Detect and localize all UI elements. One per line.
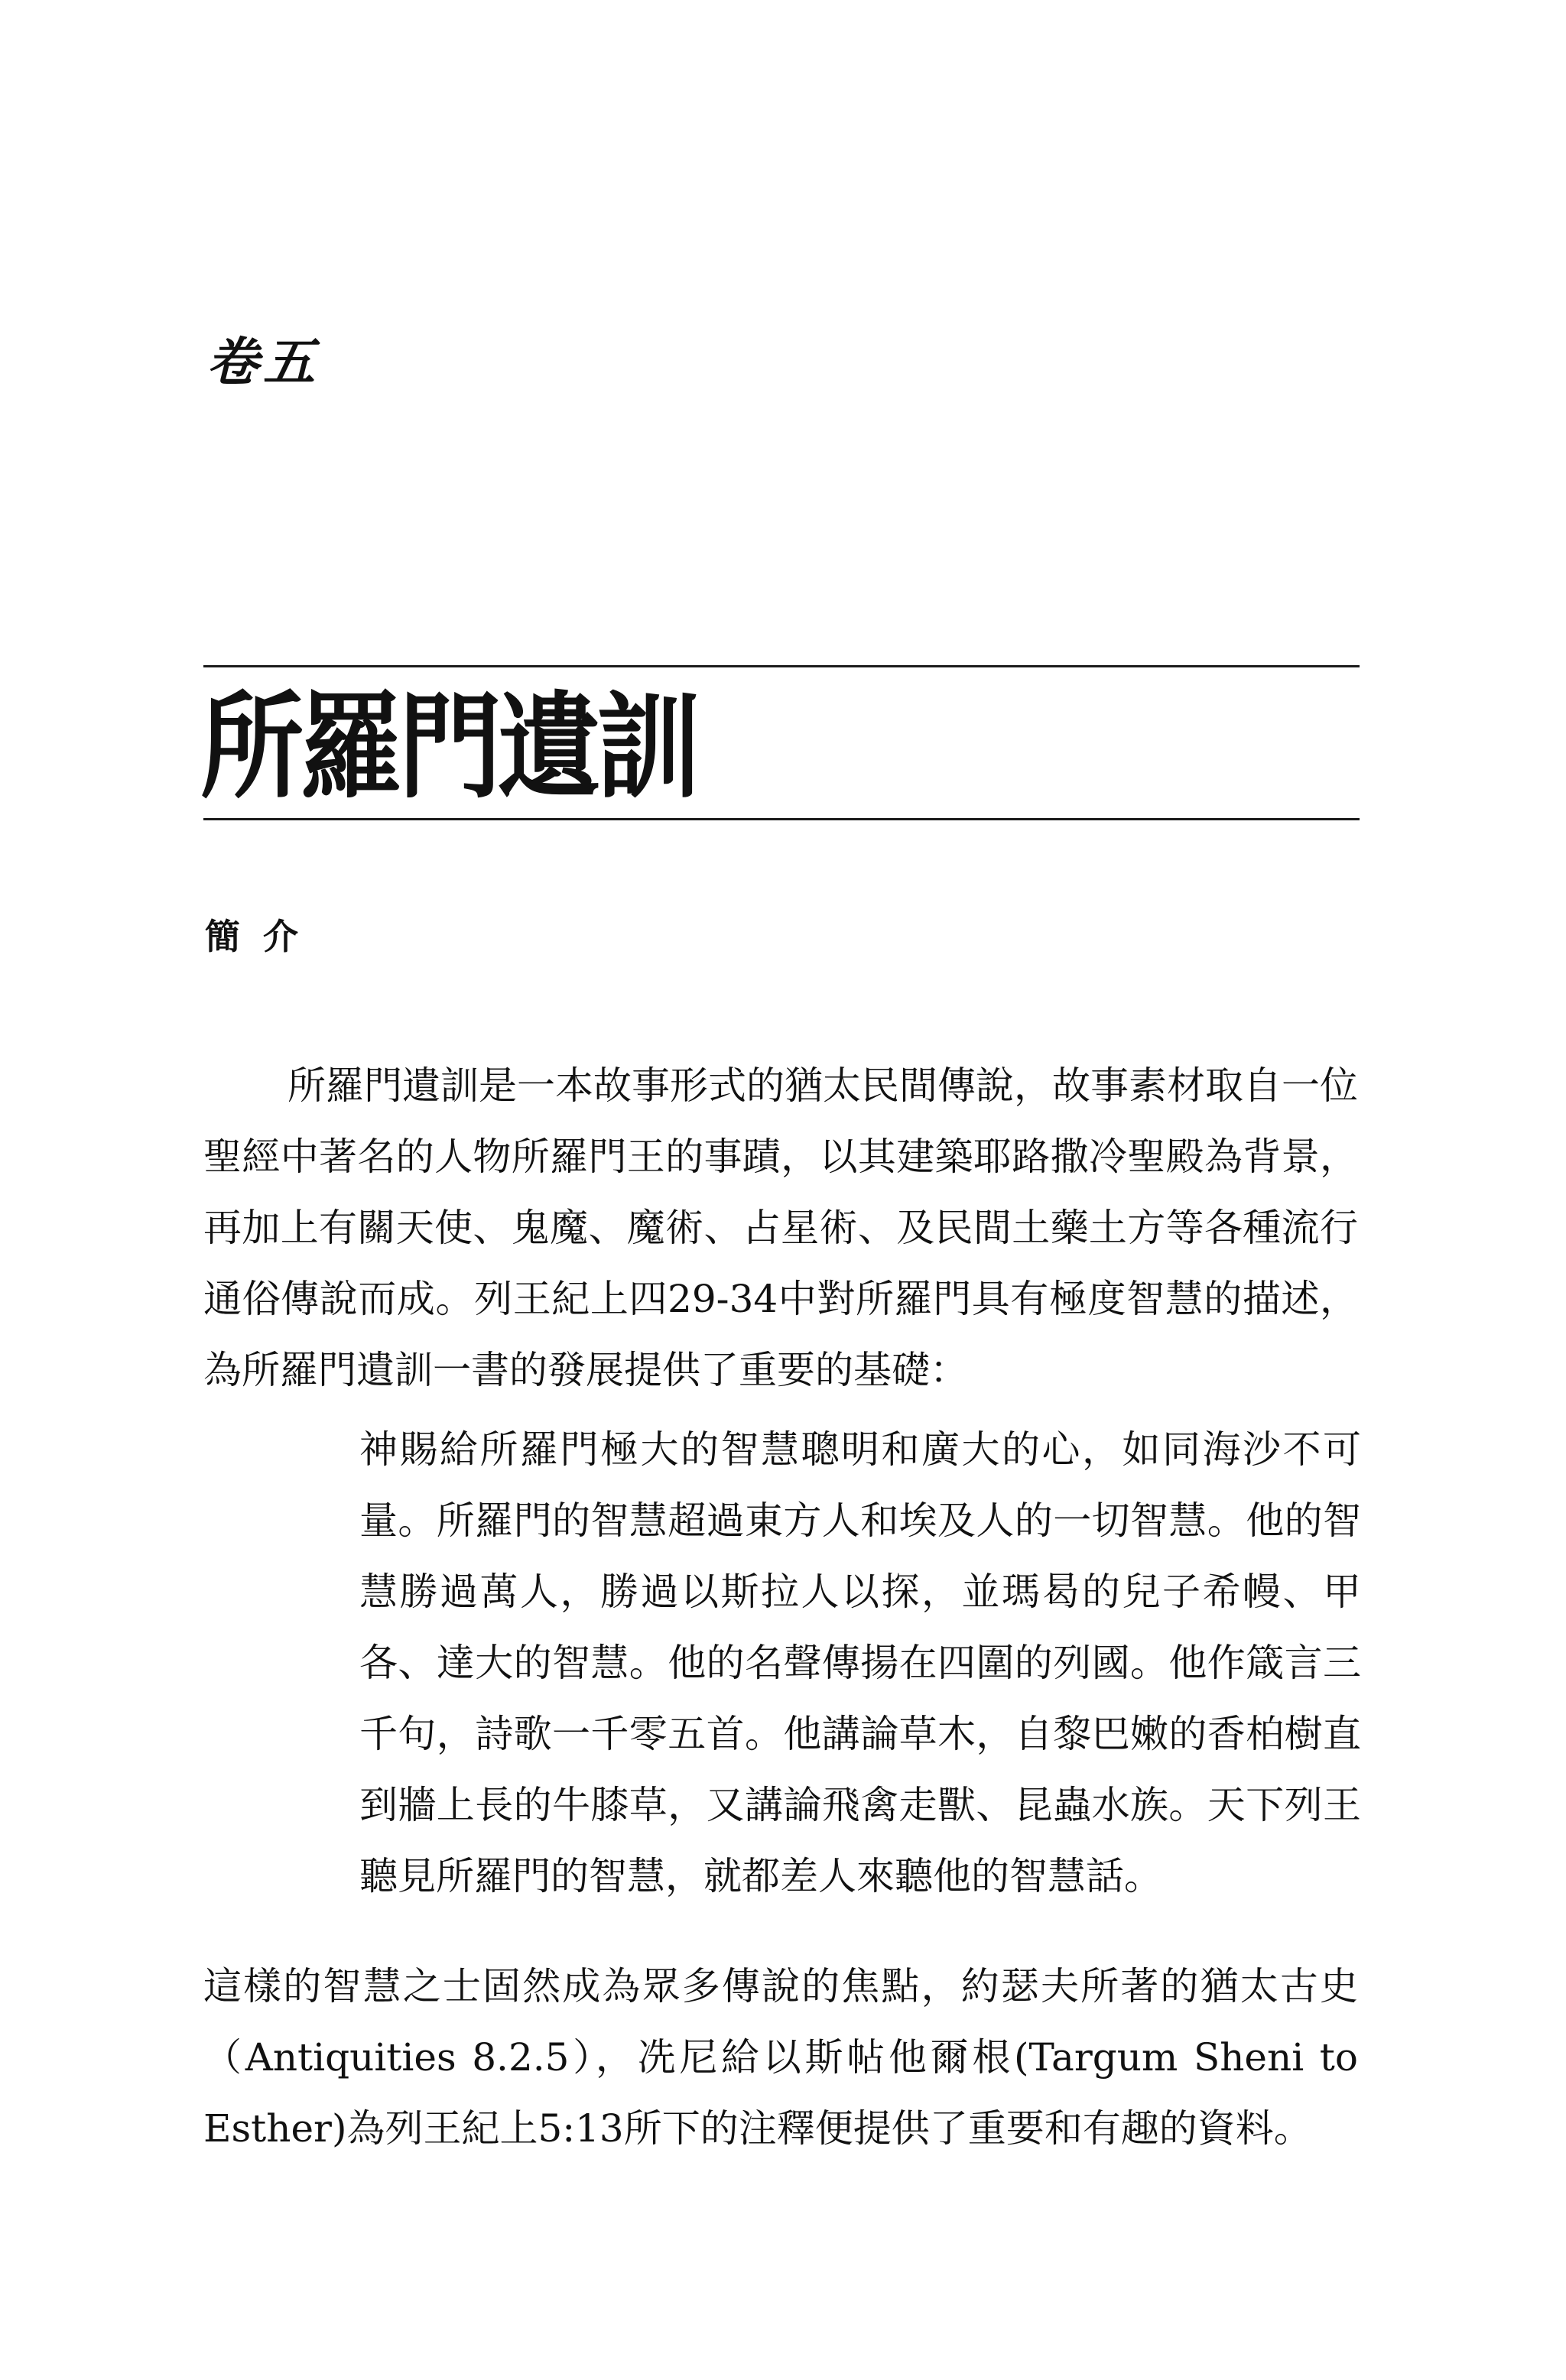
volume-label: 卷五 [206,332,320,393]
body-paragraph: 所羅門遺訓是一本故事形式的猶太民間傳說，故事素材取自一位聖經中著名的人物所羅門王的事蹟，以其建築耶路撒冷聖殿為背景，再加上有關天使、鬼魔、魔術、占星術、及民間土藥土方等各種流行通俗傳說而成。列王紀上四29-34中對所羅門具有極度智慧的描述，為所羅門遺訓一書的發展提供了重要的基礎： [203,1063,1358,1392]
title-rule-top [203,665,1360,667]
book-title: 所羅門遺訓 [200,681,697,814]
body-paragraph: 這樣的智慧之士固然成為眾多傳說的焦點，約瑟夫所著的猶太古史（Antiquities 8.2.5），冼尼給以斯帖他爾根(Targum Sheni to Esther)為列王紀上5:13所下的注釋便提供了重要和有趣的資料。 [203,1964,1358,2151]
block-quote: 神賜給所羅門極大的智慧聰明和廣大的心，如同海沙不可量。所羅門的智慧超過東方人和埃及人的一切智慧。他的智慧勝過萬人，勝過以斯拉人以探，並瑪曷的兒子希幔、甲各、達大的智慧。他的名聲傳揚在四圍的列國。他作箴言三千句，詩歌一千零五首。他講論草木，自黎巴嫩的香柏樹直到牆上長的牛膝草，又講論飛禽走獸、昆蟲水族。天下列王聽見所羅門的智慧，就都差人來聽他的智慧話。 [359,1427,1361,1898]
section-heading: 簡介 [205,916,321,957]
title-rule-bottom [203,818,1360,820]
